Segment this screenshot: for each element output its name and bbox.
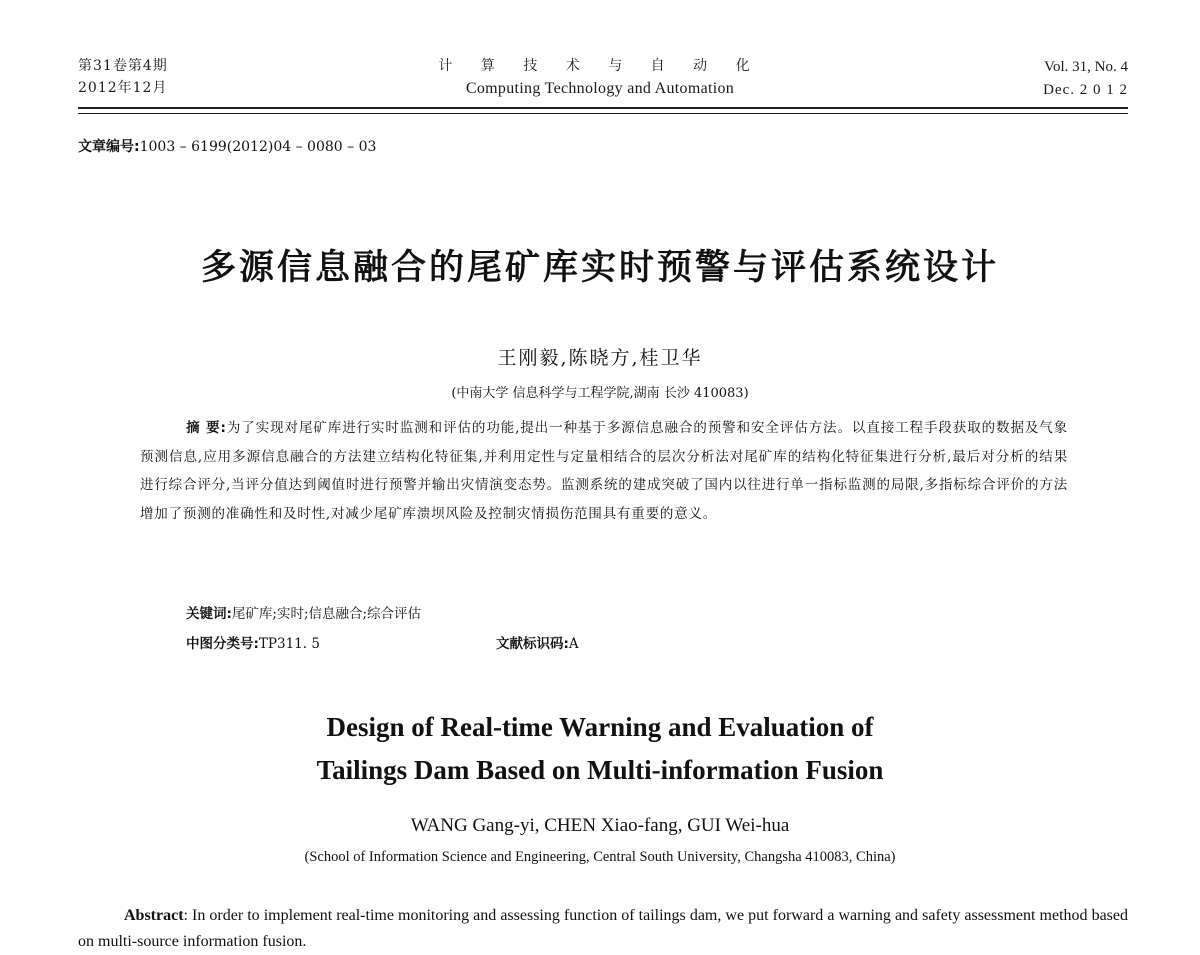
paper-title-en xyxy=(0,706,1200,792)
keywords-cn xyxy=(186,602,421,622)
paper-title-en-line1: Design of Real-time Warning and Evaluation of xyxy=(326,712,874,742)
abstract-en-text: : In order to implement real-time monitoring and assessing function of tailings dam, we put forward a warning and safety assessment method based on multi-source information fusion. xyxy=(78,907,1128,950)
abstract-cn-text: 为了实现对尾矿库进行实时监测和评估的功能,提出一种基于多源信息融合的预警和安全评估方法。以直接工程手段获取的数据及气象预测信息,应用多源信息融合的方法建立结构化特征集,并利用定性与定量相结合的层次分析法对尾矿库的结构化特征集进行分析,最后对分析的结果进行综合评分,当评分值达到阈值时进行预警并输出灾情演变态势。监测系统的建成突破了国内以往进行单一指标监测的局限,多指标综合评价的方法增加了预测的准确性和及时性,对减少尾矿库溃坝风险及控制灾情损伤范围具有重要的意义。 xyxy=(140,420,1068,522)
article-number xyxy=(78,136,376,156)
keywords-text: 尾矿库;实时;信息融合;综合评估 xyxy=(231,606,422,622)
publication-date-cn: 2012年12月 xyxy=(78,80,168,96)
authors-cn: 王刚毅,陈晓方,桂卫华 xyxy=(497,347,703,369)
document-code-label: 文献标识码: xyxy=(496,636,569,652)
authors-en: WANG Gang-yi, CHEN Xiao-fang, GUI Wei-hua xyxy=(410,815,790,836)
journal-name-en: Computing Technology and Automation xyxy=(465,80,735,97)
affiliation-en: (School of Information Science and Engineering, Central South University, Changsha 410083, China) xyxy=(304,849,896,865)
document-code xyxy=(496,632,579,652)
abstract-en xyxy=(78,903,1128,955)
keywords-label: 关键词: xyxy=(186,606,232,622)
paper-title-cn: 多源信息融合的尾矿库实时预警与评估系统设计 xyxy=(200,248,999,288)
abstract-en-label: Abstract xyxy=(124,907,184,924)
volume-issue-cn: 第31卷第4期 xyxy=(78,58,168,74)
article-number-value: 1003 – 6199(2012)04 – 0080 – 03 xyxy=(139,139,377,155)
header-rule-thick xyxy=(78,107,1128,109)
article-number-label: 文章编号: xyxy=(78,139,140,155)
volume-issue-en: Vol. 31, No. 4 xyxy=(1044,59,1128,75)
clc-number-value: TP311. 5 xyxy=(258,636,320,652)
paper-title-en-line2: Tailings Dam Based on Multi-information Fusion xyxy=(316,755,884,785)
header-rule-thin xyxy=(78,113,1128,114)
journal-name-cn: 计 算 技 术 与 自 动 化 xyxy=(438,58,762,74)
abstract-cn xyxy=(140,414,1068,528)
clc-number-label: 中图分类号: xyxy=(186,636,259,652)
document-code-value: A xyxy=(568,636,579,652)
publication-date-en: Dec. 2 0 1 2 xyxy=(1043,82,1128,98)
clc-number xyxy=(186,632,320,652)
affiliation-cn: (中南大学 信息科学与工程学院,湖南 长沙 410083) xyxy=(451,386,749,401)
abstract-cn-label: 摘 要: xyxy=(186,420,227,436)
